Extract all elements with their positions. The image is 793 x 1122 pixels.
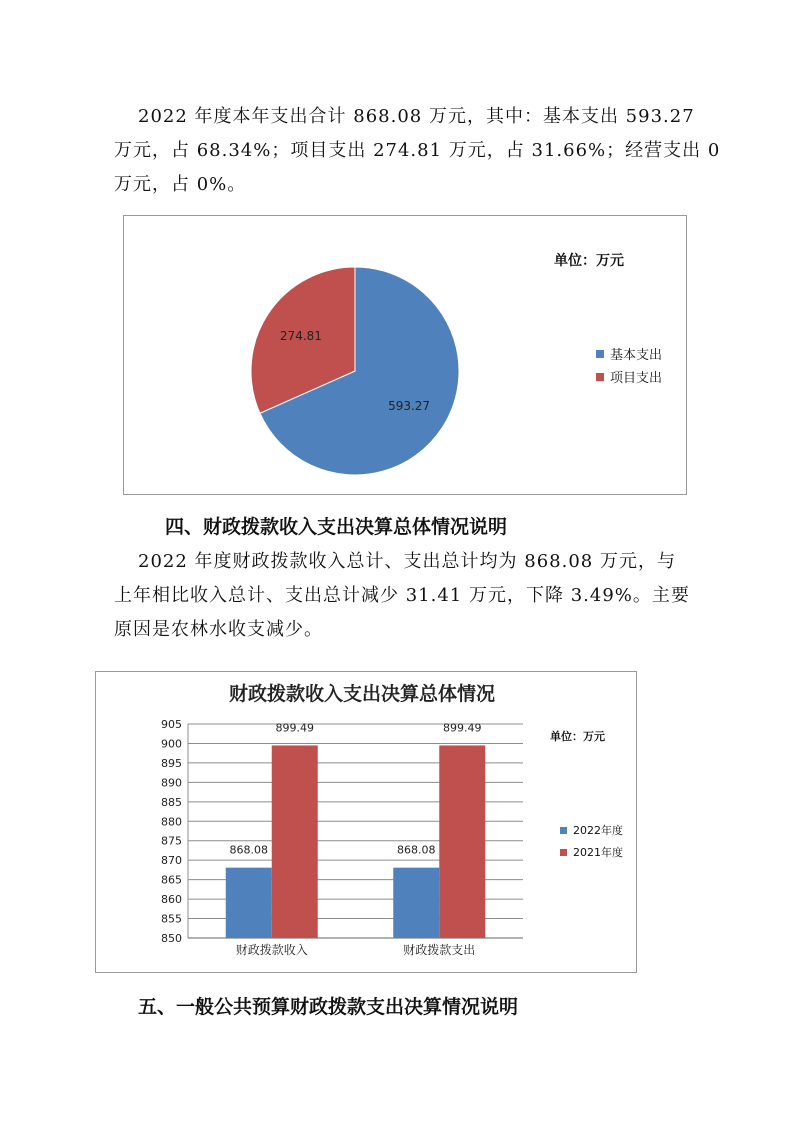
- y-tick-label: 850: [161, 932, 182, 945]
- pie-data-label: 274.81: [279, 328, 322, 343]
- paragraph-line: 2022 年度本年支出合计 868.08 万元，其中：基本支出 593.27: [138, 106, 695, 127]
- x-tick-label: 财政拨款支出: [403, 943, 476, 957]
- bar-data-label: 868.08: [229, 843, 268, 857]
- bar-data-label: 899.49: [275, 721, 314, 735]
- bar-unit-label: 单位：万元: [550, 730, 605, 743]
- y-tick-label: 870: [161, 854, 182, 868]
- paragraph-line: 2022 年度财政拨款收入总计、支出总计均为 868.08 万元，与: [138, 551, 676, 572]
- legend-swatch-blue: [596, 350, 604, 358]
- pie-legend: [596, 344, 662, 386]
- paragraph-line: 万元，占 0%。: [114, 174, 247, 195]
- bar: [439, 745, 485, 938]
- y-tick-label: 900: [161, 737, 182, 751]
- legend-item-2022: [560, 822, 623, 838]
- pie-data-label: 593.27: [388, 399, 431, 414]
- y-tick-label: 895: [161, 756, 182, 770]
- legend-label: 基本支出: [610, 348, 663, 363]
- section-heading-5: 五、一般公共预算财政拨款支出决算情况说明: [138, 996, 519, 1018]
- legend-label: 2022年度: [573, 824, 623, 837]
- y-tick-label: 860: [161, 893, 182, 907]
- legend-swatch-red: [560, 849, 567, 856]
- x-tick-label: 财政拨款收入: [235, 943, 308, 957]
- y-tick-label: 885: [161, 795, 182, 809]
- bar: [226, 868, 272, 938]
- y-tick-label: 855: [161, 912, 182, 926]
- fiscal-bar-chart: [96, 672, 636, 972]
- y-tick-label: 865: [161, 873, 182, 887]
- legend-label: 2021年度: [573, 846, 623, 859]
- y-tick-label: 880: [161, 815, 182, 829]
- bar-chart-box: [95, 671, 637, 973]
- paragraph-line: 上年相比收入总计、支出总计减少 31.41 万元，下降 3.49%。主要: [114, 585, 690, 606]
- y-tick-label: 875: [161, 834, 182, 848]
- pie-chart-box: [123, 215, 687, 495]
- bar: [272, 745, 318, 938]
- bar-data-label: 899.49: [443, 721, 482, 735]
- bar: [393, 868, 439, 938]
- bar-legend: [560, 822, 623, 860]
- bar-data-label: 868.08: [397, 843, 436, 857]
- y-tick-label: 890: [161, 776, 182, 790]
- paragraph-line: 原因是农林水收支减少。: [114, 619, 323, 640]
- paragraph-expenditure-summary: [114, 100, 721, 202]
- paragraph-line: 万元，占 68.34%；项目支出 274.81 万元，占 31.66%；经营支出 0: [114, 140, 721, 161]
- legend-swatch-red: [596, 373, 604, 381]
- legend-item-project: [596, 367, 662, 386]
- legend-item-basic: [596, 344, 662, 363]
- y-tick-label: 905: [161, 718, 182, 731]
- legend-item-2021: [560, 844, 623, 860]
- pie-unit-label: 单位：万元: [554, 253, 624, 269]
- legend-swatch-blue: [560, 827, 567, 834]
- legend-label: 项目支出: [610, 371, 663, 386]
- section-heading-4: 四、财政拨款收入支出决算总体情况说明: [165, 516, 508, 538]
- paragraph-fiscal-summary: [114, 545, 702, 647]
- bar-chart-title: 财政拨款收入支出决算总体情况: [228, 683, 496, 705]
